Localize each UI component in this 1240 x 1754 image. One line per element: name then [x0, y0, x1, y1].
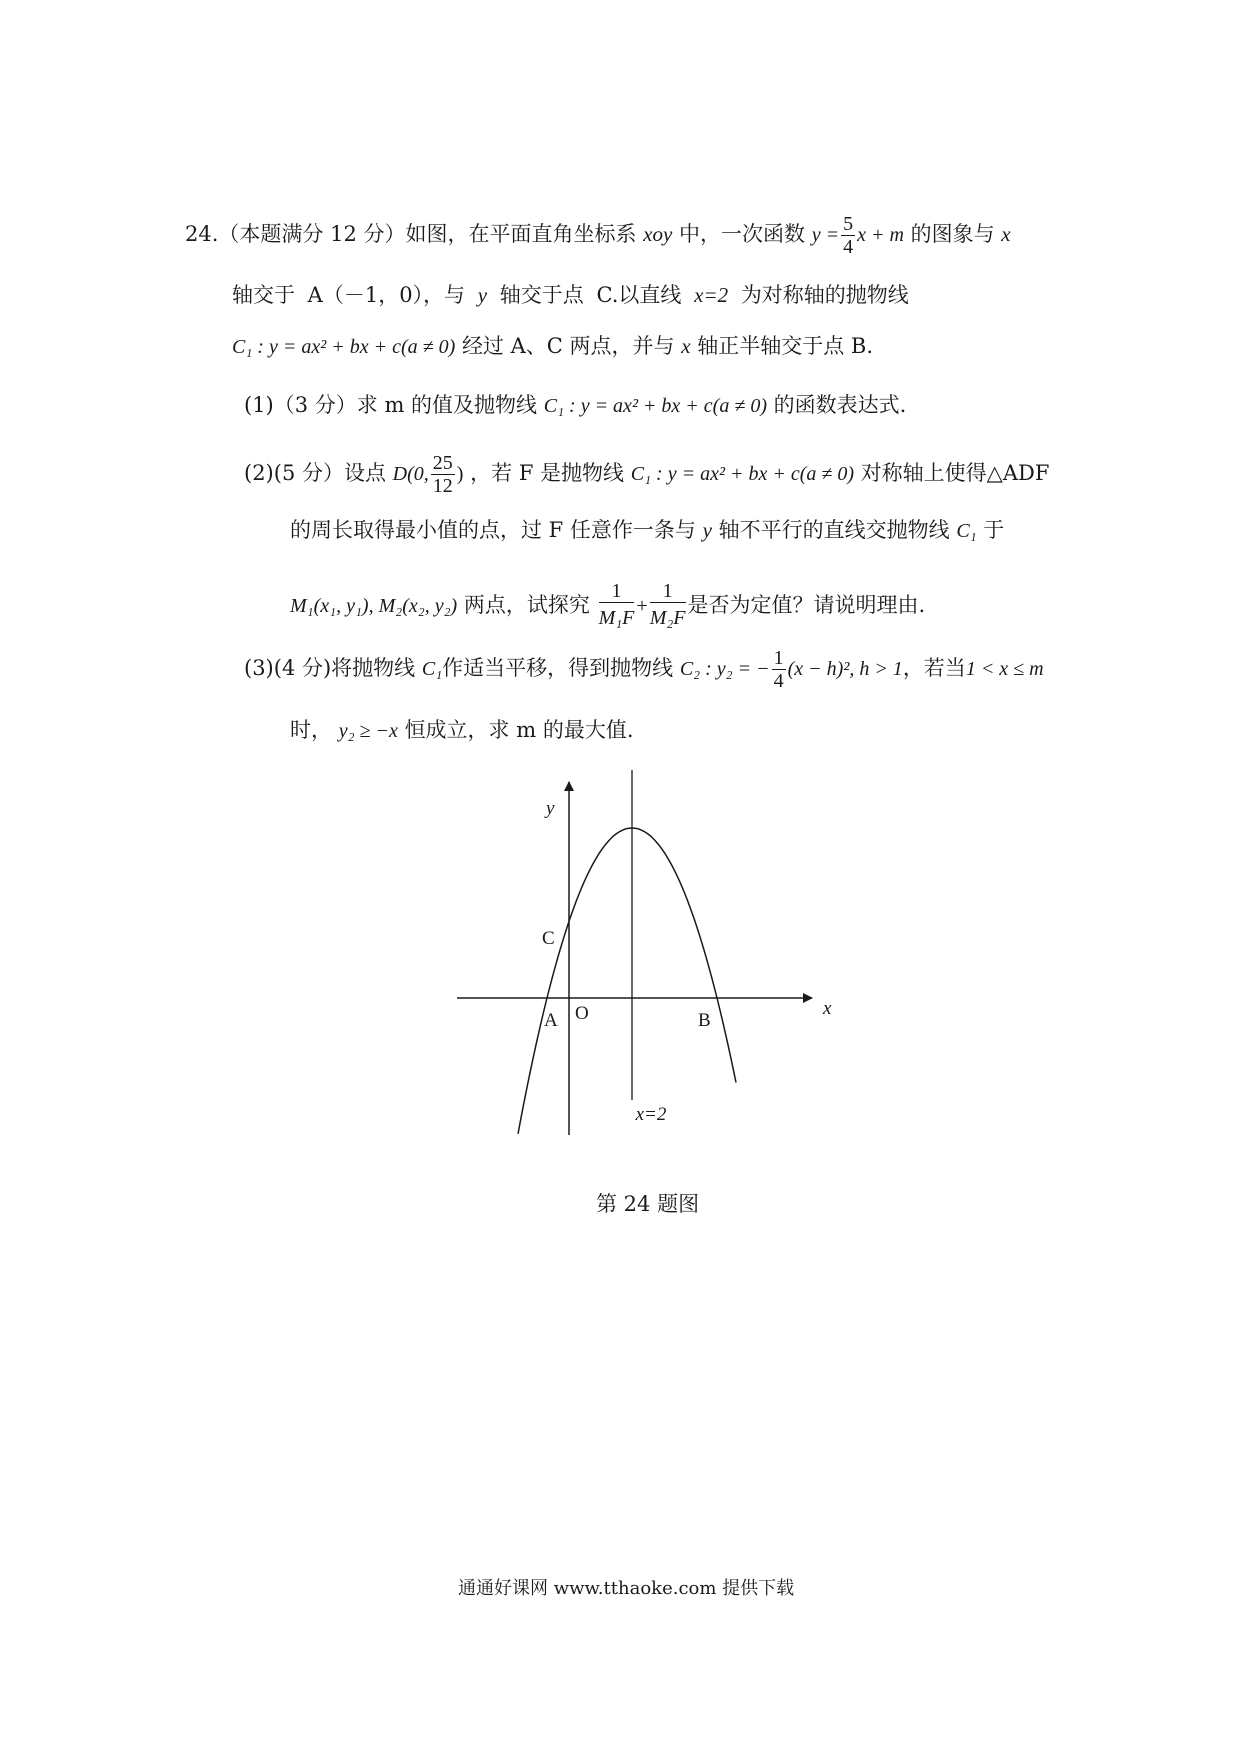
linear-function-lhs: y = [811, 224, 840, 246]
origin-label: O [575, 1003, 589, 1024]
coord-system: xoy [643, 222, 673, 246]
y-axis-label: y [546, 798, 555, 819]
fraction-denominator: M₂F [649, 607, 686, 629]
point-a-label: A [544, 1010, 558, 1031]
point-d: D(0, [392, 463, 429, 485]
y-variable: y [477, 283, 488, 307]
fraction-25-12 [431, 452, 455, 497]
problem-text: 轴交于 A（－1，0），与 [232, 283, 466, 307]
fraction-denominator: 12 [432, 475, 453, 497]
plus-sign: + [636, 595, 648, 617]
problem-text: 时， [290, 718, 332, 742]
problem-text: 两点，试探究 [463, 593, 590, 617]
problem-header: （本题满分 12 分）如图，在平面直角坐标系 [218, 222, 637, 246]
inequality: y₂ ≥ −x [338, 720, 398, 742]
y-variable: y [702, 518, 712, 542]
x-variable: x [681, 334, 691, 358]
fraction-1-over-m1f [599, 580, 635, 633]
problem-text: 轴交于点 C.以直线 [499, 283, 682, 307]
axis-equation: x=2 [694, 283, 729, 307]
problem-text: 作适当平移，得到抛物线 [442, 656, 674, 680]
fraction-five-fourths [841, 213, 855, 258]
problem-text: 为对称轴的抛物线 [740, 283, 909, 307]
fraction-numerator: 1 [650, 580, 686, 603]
part-1 [244, 390, 906, 421]
part-2-label: (2)(5 分）设点 [244, 461, 386, 485]
problem-text: 轴不平行的直线交抛物线 [718, 518, 950, 542]
problem-line-1 [185, 213, 1011, 258]
problem-text: 于 [983, 518, 1005, 542]
problem-text: 的周长取得最小值的点，过 F 任意作一条与 [290, 518, 696, 542]
problem-text: ，若当 [902, 656, 966, 680]
part-3-label: (3)(4 分)将抛物线 [244, 656, 416, 680]
footer-credit: 通通好课网 www.tthaoke.com 提供下载 [458, 1578, 795, 1599]
fraction-one-fourth [772, 647, 786, 692]
fraction-numerator: 1 [773, 647, 784, 669]
parabola-figure [455, 770, 835, 1160]
parabola-c1-name: C₁ [956, 520, 977, 542]
parabola-c2-lhs: C₂ : y₂ = − [679, 658, 770, 680]
part-2-line-2 [290, 515, 1004, 546]
x-range: 1 < x ≤ m [965, 658, 1044, 680]
part-1-label: (1)（3 分）求 m 的值及抛物线 [244, 393, 538, 417]
symmetry-axis-label: x=2 [635, 1104, 667, 1125]
point-b-label: B [698, 1010, 711, 1031]
point-d-close: ) [456, 463, 464, 485]
x-axis-label: x [823, 998, 832, 1019]
figure-caption: 第 24 题图 [596, 1192, 700, 1216]
problem-text: 的图象与 [910, 222, 995, 246]
fraction-denominator: M₁F [598, 607, 635, 629]
problem-text: 恒成立，求 m 的最大值. [404, 718, 634, 742]
fraction-numerator: 25 [432, 452, 453, 474]
part-1-tail: 的函数表达式. [773, 393, 907, 417]
parabola-c1-formula: C₁ : y = ax² + bx + c(a ≠ 0) [543, 395, 767, 417]
fraction-numerator: 1 [599, 580, 635, 603]
problem-text: 中，一次函数 [679, 222, 806, 246]
parabola-c2-rhs: (x − h)², h > 1 [787, 658, 903, 680]
part-2-line-1 [244, 452, 1049, 497]
problem-line-2 [232, 280, 909, 310]
points-m1-m2: M₁(x₁, y₁), M₂(x₂, y₂) [290, 595, 458, 617]
parabola-c1-name: C₁ [421, 658, 443, 680]
x-variable: x [1001, 222, 1011, 246]
parabola-c1-formula: C₁ : y = ax² + bx + c(a ≠ 0) [630, 463, 854, 485]
linear-function-rhs: x + m [857, 224, 904, 246]
problem-text: 是否为定值？请说明理由. [687, 593, 926, 617]
part-2-line-3 [290, 580, 925, 633]
fraction-denominator: 4 [843, 236, 854, 258]
point-c-label: C [542, 928, 555, 949]
problem-text: 经过 A、C 两点，并与 [461, 334, 675, 358]
fraction-1-over-m2f [650, 580, 686, 633]
fraction-numerator: 5 [843, 213, 854, 235]
part-3-line-2 [290, 715, 634, 746]
parabola-c1-formula: C₁ : y = ax² + bx + c(a ≠ 0) [232, 336, 456, 358]
fraction-denominator: 4 [773, 670, 784, 692]
part-3-line-1 [244, 647, 1044, 692]
problem-number: 24. [185, 222, 219, 246]
problem-text: 轴正半轴交于点 B. [697, 334, 874, 358]
parabola-curve [518, 828, 736, 1134]
problem-text: 对称轴上使得△ADF [860, 461, 1050, 485]
problem-line-3 [232, 331, 873, 362]
problem-text: ，若 F 是抛物线 [470, 461, 625, 485]
